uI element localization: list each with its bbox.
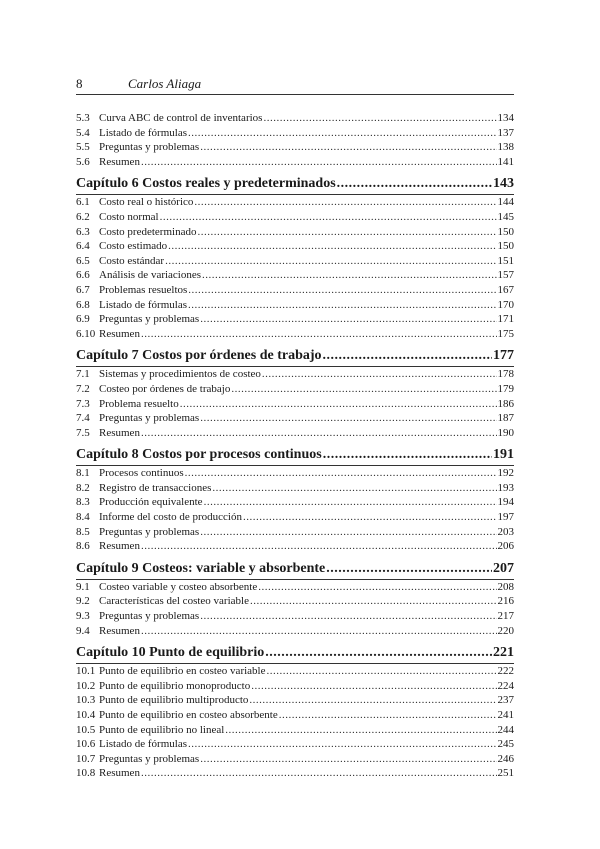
- toc-entry: [76, 624, 514, 639]
- toc-entry: [76, 525, 514, 540]
- page-ref: 167: [497, 283, 514, 296]
- dot-leader: [323, 347, 492, 365]
- toc-entry: [76, 397, 514, 412]
- running-header: [76, 76, 514, 95]
- page-ref: 134: [497, 112, 514, 124]
- dot-leader: [251, 679, 496, 694]
- section-title: Problema resuelto: [99, 397, 179, 410]
- section-number: 6.5: [76, 254, 90, 267]
- dot-leader: [141, 539, 497, 554]
- chapter-group: [76, 560, 514, 638]
- section-number: 8.2: [76, 481, 90, 494]
- chapter-group: [76, 446, 514, 554]
- section-number: 7.5: [76, 426, 90, 439]
- section-title: Preguntas y problemas: [99, 412, 200, 425]
- dot-leader: [168, 239, 496, 254]
- chapter-group: [76, 347, 514, 440]
- toc-entry: [76, 510, 514, 525]
- page-ref: 245: [497, 738, 514, 751]
- section-number: 6.6: [76, 269, 90, 282]
- page-ref: 175: [497, 327, 514, 340]
- section-number: 10.1: [76, 665, 96, 678]
- section-number: 10.8: [76, 767, 96, 780]
- section-number: 7.1: [76, 368, 90, 381]
- page-ref: 150: [497, 240, 514, 253]
- dot-leader: [266, 664, 496, 679]
- dot-leader: [202, 268, 496, 283]
- toc-entry: [76, 737, 514, 752]
- toc-entry: [76, 312, 514, 327]
- chapter-group: [76, 644, 514, 781]
- chapter-heading: [76, 446, 514, 464]
- dot-leader: [200, 752, 496, 767]
- section-title: Listado de fórmulas: [99, 738, 187, 751]
- toc-entry: [76, 140, 514, 155]
- section-title: Preguntas y problemas: [99, 752, 200, 765]
- toc-entry: [76, 679, 514, 694]
- section-title: Preguntas y problemas: [99, 610, 200, 623]
- section-title: Listado de fórmulas: [99, 126, 187, 139]
- page-ref: 157: [497, 269, 514, 282]
- section-number: 8.5: [76, 525, 90, 538]
- section-number: 10.4: [76, 709, 96, 721]
- dot-leader: [141, 155, 497, 170]
- page-ref: 193: [497, 481, 514, 494]
- section-number: 5.4: [76, 126, 90, 139]
- page-ref: 145: [497, 210, 514, 223]
- section-title: Punto de equilibrio multiproducto: [99, 694, 249, 707]
- page-ref: 179: [497, 382, 514, 395]
- page-ref: 138: [497, 141, 514, 154]
- section-title: Producción equivalente: [99, 496, 203, 509]
- toc-entry: [76, 225, 514, 240]
- section-title: Costo normal: [99, 210, 159, 223]
- dot-leader: [188, 126, 497, 141]
- page-ref: 241: [497, 709, 514, 721]
- section-title: Costeo por órdenes de trabajo: [99, 382, 231, 395]
- section-title: Preguntas y problemas: [99, 141, 200, 154]
- table-of-contents: [76, 111, 514, 781]
- chapter-page-ref: 221: [493, 645, 514, 661]
- section-title: Costo real o histórico: [99, 196, 194, 209]
- section-title: Características del costeo variable: [99, 595, 249, 608]
- chapter-title: Capítulo 8 Costos por procesos continuos: [76, 447, 322, 463]
- chapter-title: Capítulo 6 Costos reales y predeterminados: [76, 176, 336, 192]
- toc-entry: [76, 708, 514, 723]
- toc-entry: [76, 254, 514, 269]
- page-ref: 170: [497, 298, 514, 311]
- section-title: Registro de transacciones: [99, 481, 212, 494]
- dot-leader: [258, 580, 496, 595]
- dot-leader: [194, 195, 496, 210]
- dot-leader: [204, 495, 497, 510]
- toc-entry: [76, 327, 514, 342]
- dot-leader: [185, 466, 497, 481]
- toc-entry: [76, 766, 514, 781]
- toc-entry: [76, 580, 514, 595]
- page-ref: 187: [497, 412, 514, 425]
- page-ref: 244: [497, 723, 514, 736]
- section-title: Procesos continuos: [99, 467, 184, 480]
- dot-leader: [200, 312, 496, 327]
- toc-entry: [76, 723, 514, 738]
- section-number: 6.10: [76, 327, 96, 340]
- chapter-heading: [76, 347, 514, 365]
- page-ref: 186: [497, 397, 514, 410]
- section-title: Resumen: [99, 540, 140, 553]
- section-title: Resumen: [99, 767, 140, 780]
- dot-leader: [212, 481, 496, 496]
- section-number: 10.3: [76, 694, 96, 707]
- section-number: 5.6: [76, 155, 90, 168]
- toc-entry: [76, 664, 514, 679]
- toc-entry: [76, 111, 514, 126]
- section-number: 7.4: [76, 412, 90, 425]
- toc-entry: [76, 155, 514, 170]
- page-ref: 192: [497, 467, 514, 480]
- toc-entry: [76, 594, 514, 609]
- chapter-title: Capítulo 9 Costeos: variable y absorbente: [76, 560, 326, 576]
- section-title: Curva ABC de control de inventarios: [99, 112, 263, 124]
- chapter-group: [76, 175, 514, 341]
- dot-leader: [188, 283, 496, 298]
- section-number: 8.4: [76, 511, 90, 524]
- section-title: Costeo variable y costeo absorbente: [99, 580, 258, 593]
- chapter-page-ref: 143: [493, 176, 514, 192]
- dot-leader: [200, 140, 496, 155]
- author-name: Carlos Aliaga: [128, 76, 202, 91]
- section-number: 6.8: [76, 298, 90, 311]
- dot-leader: [263, 111, 496, 126]
- dot-leader: [326, 560, 492, 578]
- chapter-heading: [76, 644, 514, 662]
- toc-entry: [76, 693, 514, 708]
- dot-leader: [243, 510, 497, 525]
- page-ref: 216: [497, 595, 514, 608]
- section-number: 5.3: [76, 112, 90, 124]
- dot-leader: [225, 723, 496, 738]
- dot-leader: [188, 737, 497, 752]
- section-number: 8.6: [76, 540, 90, 553]
- section-title: Resumen: [99, 426, 140, 439]
- section-number: 7.3: [76, 397, 90, 410]
- section-number: 5.5: [76, 141, 90, 154]
- section-number: 10.6: [76, 738, 96, 751]
- toc-entry: [76, 752, 514, 767]
- dot-leader: [141, 624, 497, 639]
- dot-leader: [262, 367, 497, 382]
- dot-leader: [231, 382, 496, 397]
- page-ref: 171: [497, 313, 514, 326]
- toc-entry: [76, 411, 514, 426]
- chapter-page-ref: 191: [493, 447, 514, 463]
- section-number: 10.2: [76, 679, 96, 692]
- section-number: 6.2: [76, 210, 90, 223]
- section-number: 10.5: [76, 723, 96, 736]
- page-ref: 150: [497, 225, 514, 238]
- section-number: 10.7: [76, 752, 96, 765]
- dot-leader: [197, 225, 496, 240]
- section-title: Preguntas y problemas: [99, 525, 200, 538]
- lead-entries: [76, 111, 514, 169]
- section-number: 8.3: [76, 496, 90, 509]
- section-number: 9.1: [76, 580, 90, 593]
- section-title: Punto de equilibrio en costeo variable: [99, 665, 266, 678]
- section-title: Costo predeterminado: [99, 225, 197, 238]
- toc-entry: [76, 426, 514, 441]
- page-ref: 194: [497, 496, 514, 509]
- section-number: 9.2: [76, 595, 90, 608]
- dot-leader: [200, 525, 496, 540]
- section-number: 9.4: [76, 624, 90, 637]
- toc-entry: [76, 367, 514, 382]
- page-ref: 151: [497, 254, 514, 267]
- page-ref: 178: [497, 368, 514, 381]
- page-ref: 246: [497, 752, 514, 765]
- toc-entry: [76, 539, 514, 554]
- section-title: Resumen: [99, 624, 140, 637]
- chapter-page-ref: 207: [493, 560, 514, 576]
- section-title: Costo estimado: [99, 240, 168, 253]
- chapter-heading: [76, 175, 514, 193]
- toc-entry: [76, 268, 514, 283]
- section-title: Listado de fórmulas: [99, 298, 187, 311]
- dot-leader: [165, 254, 496, 269]
- section-number: 8.1: [76, 467, 90, 480]
- toc-entry: [76, 239, 514, 254]
- dot-leader: [141, 766, 497, 781]
- dot-leader: [200, 609, 496, 624]
- page-ref: 224: [497, 679, 514, 692]
- dot-leader: [337, 175, 492, 193]
- chapter-title: Capítulo 10 Punto de equilibrio: [76, 645, 265, 661]
- chapter-heading: [76, 560, 514, 578]
- section-title: Preguntas y problemas: [99, 313, 200, 326]
- page-ref: 220: [497, 624, 514, 637]
- dot-leader: [160, 210, 497, 225]
- section-title: Sistemas y procedimientos de costeo: [99, 368, 261, 381]
- page-number: 8: [76, 76, 83, 91]
- toc-entry: [76, 283, 514, 298]
- dot-leader: [250, 594, 497, 609]
- section-title: Punto de equilibrio no lineal: [99, 723, 225, 736]
- page-ref: 144: [497, 196, 514, 209]
- chapter-page-ref: 177: [493, 348, 514, 364]
- page-ref: 222: [497, 665, 514, 678]
- dot-leader: [279, 708, 497, 723]
- toc-entry: [76, 126, 514, 141]
- section-number: 6.9: [76, 313, 90, 326]
- dot-leader: [265, 644, 492, 662]
- section-title: Resumen: [99, 155, 140, 168]
- toc-entry: [76, 195, 514, 210]
- page-ref: 203: [497, 525, 514, 538]
- section-title: Punto de equilibrio en costeo absorbente: [99, 709, 278, 721]
- section-title: Análisis de variaciones: [99, 269, 202, 282]
- dot-leader: [141, 426, 497, 441]
- page-ref: 251: [497, 767, 514, 780]
- section-title: Resumen: [99, 327, 140, 340]
- toc-entry: [76, 210, 514, 225]
- page-ref: 217: [497, 610, 514, 623]
- toc-entry: [76, 495, 514, 510]
- section-number: 6.7: [76, 283, 90, 296]
- dot-leader: [141, 327, 497, 342]
- page-ref: 190: [497, 426, 514, 439]
- section-title: Problemas resueltos: [99, 283, 188, 296]
- dot-leader: [188, 298, 497, 313]
- toc-entry: [76, 466, 514, 481]
- section-number: 6.3: [76, 225, 90, 238]
- page-ref: 237: [497, 694, 514, 707]
- dot-leader: [180, 397, 497, 412]
- section-title: Costo estándar: [99, 254, 165, 267]
- toc-entry: [76, 382, 514, 397]
- toc-entry: [76, 481, 514, 496]
- section-title: Informe del costo de producción: [99, 511, 242, 524]
- page-ref: 141: [497, 155, 514, 168]
- section-number: 6.4: [76, 240, 90, 253]
- section-number: 7.2: [76, 382, 90, 395]
- dot-leader: [323, 446, 492, 464]
- page-ref: 206: [497, 540, 514, 553]
- dot-leader: [200, 411, 496, 426]
- chapter-title: Capítulo 7 Costos por órdenes de trabajo: [76, 348, 322, 364]
- dot-leader: [249, 693, 496, 708]
- page-ref: 208: [497, 580, 514, 593]
- toc-entry: [76, 609, 514, 624]
- section-title: Punto de equilibrio monoproducto: [99, 679, 251, 692]
- section-number: 6.1: [76, 196, 90, 209]
- section-number: 9.3: [76, 610, 90, 623]
- page-ref: 137: [497, 126, 514, 139]
- page-ref: 197: [497, 511, 514, 524]
- toc-entry: [76, 298, 514, 313]
